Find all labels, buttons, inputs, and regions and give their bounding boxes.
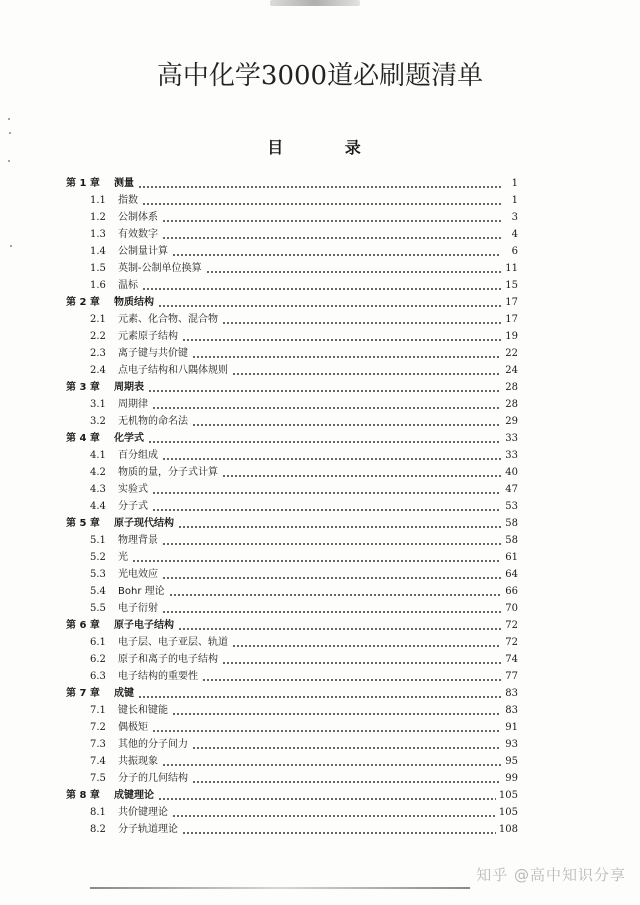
toc-entry-title: 无机物的命名法: [118, 416, 188, 427]
toc-chapter-row[interactable]: [66, 294, 518, 311]
toc-section-row[interactable]: [66, 413, 518, 430]
toc-entry-title: 成键理论: [114, 790, 154, 801]
toc-entry-number: 4.2: [90, 467, 106, 478]
toc-entry-title: 电子衍射: [118, 603, 158, 614]
toc-page-number: 91: [505, 722, 518, 733]
toc-page-number: 17: [505, 314, 518, 325]
toc-section-row[interactable]: [66, 396, 518, 413]
toc-page-number: 40: [505, 467, 518, 478]
toc-entry-title: 原子电子结构: [114, 620, 174, 631]
toc-section-row[interactable]: [66, 634, 518, 651]
toc-section-row[interactable]: [66, 668, 518, 685]
toc-entry-number: 5.2: [90, 552, 106, 563]
toc-page-number: 72: [505, 637, 518, 648]
dot-leader: [152, 407, 501, 409]
dot-leader: [192, 424, 501, 426]
toc-entry-title: 原子和离子的电子结构: [118, 654, 218, 665]
dot-leader: [232, 645, 501, 647]
toc-entry-number: 1.4: [90, 246, 106, 257]
dot-leader: [192, 356, 501, 358]
toc-entry-title: 指数: [118, 195, 138, 206]
toc-section-row[interactable]: [66, 821, 518, 838]
toc-entry-number: 2.3: [90, 348, 106, 359]
toc-section-row[interactable]: [66, 447, 518, 464]
toc-section-row[interactable]: [66, 226, 518, 243]
toc-section-row[interactable]: [66, 260, 518, 277]
toc-page-number: 6: [511, 246, 518, 257]
toc-entry-number: 8.1: [90, 807, 106, 818]
toc-entry-title: 物质结构: [114, 297, 154, 308]
toc-entry-number: 第 1 章: [66, 178, 100, 189]
toc-entry-number: 3.2: [90, 416, 106, 427]
toc-page-number: 33: [505, 450, 518, 461]
toc-entry-title: 化学式: [114, 433, 144, 444]
dot-leader: [178, 628, 501, 630]
toc-page-number: 15: [505, 280, 518, 291]
toc-entry-number: 1.5: [90, 263, 106, 274]
toc-entry-number: 1.3: [90, 229, 106, 240]
toc-page-number: 83: [505, 688, 518, 699]
dot-leader: [148, 441, 501, 443]
toc-entry-number: 7.5: [90, 773, 106, 784]
toc-page-number: 28: [505, 382, 518, 393]
toc-page-number: 4: [511, 229, 518, 240]
toc-entry-number: 1.1: [90, 195, 106, 206]
toc-entry-number: 5.5: [90, 603, 106, 614]
dot-leader: [182, 832, 496, 834]
toc-entry-number: 5.3: [90, 569, 106, 580]
scan-smudge: [270, 0, 360, 6]
toc-entry-title: 百分组成: [118, 450, 158, 461]
dot-leader: [132, 560, 501, 562]
toc-entry-number: 2.2: [90, 331, 106, 342]
toc-page-number: 1: [511, 195, 518, 206]
toc-entry-number: 3.1: [90, 399, 106, 410]
toc-entry-number: 2.1: [90, 314, 106, 325]
toc-page-number: 28: [505, 399, 518, 410]
toc-entry-number: 7.2: [90, 722, 106, 733]
toc-entry-number: 第 4 章: [66, 433, 100, 444]
dot-leader: [138, 186, 501, 188]
toc-entry-title: 其他的分子间力: [118, 739, 188, 750]
toc-entry-title: 公制体系: [118, 212, 158, 223]
toc-page-number: 11: [505, 263, 518, 274]
toc-page-number: 58: [505, 518, 518, 529]
toc-section-row[interactable]: [66, 566, 518, 583]
toc-entry-number: 5.1: [90, 535, 106, 546]
toc-entry-number: 6.3: [90, 671, 106, 682]
dot-leader: [169, 594, 501, 596]
toc-entry-number: 4.1: [90, 450, 106, 461]
toc-page-number: 77: [505, 671, 518, 682]
scan-bottom-edge: [90, 887, 470, 889]
dot-leader: [162, 764, 501, 766]
table-of-contents: [66, 175, 518, 838]
dot-leader: [222, 322, 501, 324]
dot-leader: [162, 458, 501, 460]
toc-entry-title: 物质的量，分子式计算: [118, 467, 218, 478]
dot-leader: [222, 475, 501, 477]
toc-page-number: 47: [505, 484, 518, 495]
toc-entry-number: 4.4: [90, 501, 106, 512]
toc-page-number: 17: [505, 297, 518, 308]
toc-section-row[interactable]: [66, 736, 518, 753]
toc-section-row[interactable]: [66, 532, 518, 549]
toc-entry-title: 共价键理论: [118, 807, 168, 818]
dot-leader: [192, 781, 501, 783]
toc-section-row[interactable]: [66, 719, 518, 736]
toc-page-number: 64: [505, 569, 518, 580]
toc-entry-title: 有效数字: [118, 229, 158, 240]
toc-page-number: 58: [505, 535, 518, 546]
dot-leader: [162, 611, 501, 613]
toc-page-number: 66: [505, 586, 518, 597]
dot-leader: [206, 271, 501, 273]
toc-chapter-row[interactable]: [66, 787, 518, 804]
toc-page-number: 93: [505, 739, 518, 750]
dot-leader: [192, 747, 501, 749]
toc-section-row[interactable]: [66, 328, 518, 345]
toc-section-row[interactable]: [66, 464, 518, 481]
toc-entry-title: 偶极矩: [118, 722, 148, 733]
toc-section-row[interactable]: [66, 549, 518, 566]
toc-entry-number: 5.4: [90, 586, 106, 597]
toc-entry-title: 分子式: [118, 501, 148, 512]
toc-page-number: 53: [505, 501, 518, 512]
toc-entry-title: 原子现代结构: [114, 518, 174, 529]
toc-entry-title: 元素原子结构: [118, 331, 178, 342]
toc-entry-title: 电子层、电子亚层、轨道: [118, 637, 228, 648]
toc-section-row[interactable]: [66, 804, 518, 821]
document-title: 高中化学3000道必刷题清单: [156, 61, 484, 91]
toc-entry-title: 测量: [114, 178, 134, 189]
toc-page-number: 74: [505, 654, 518, 665]
toc-section-row[interactable]: [66, 481, 518, 498]
dot-leader: [172, 254, 501, 256]
toc-entry-title: 分子轨道理论: [118, 824, 178, 835]
toc-entry-title: 物理背景: [118, 535, 158, 546]
toc-entry-title: 共振现象: [118, 756, 158, 767]
dot-leader: [178, 526, 501, 528]
toc-entry-title: 键长和键能: [118, 705, 168, 716]
dot-leader: [158, 798, 496, 800]
toc-entry-title: 点电子结构和八隅体规则: [118, 365, 228, 376]
toc-entry-title: 公制量计算: [118, 246, 168, 257]
dot-leader: [138, 696, 501, 698]
toc-page-number: 33: [505, 433, 518, 444]
toc-entry-title: 分子的几何结构: [118, 773, 188, 784]
toc-entry-number: 6.2: [90, 654, 106, 665]
toc-entry-number: 第 6 章: [66, 620, 100, 631]
toc-entry-title: 离子键与共价键: [118, 348, 188, 359]
toc-page-number: 70: [505, 603, 518, 614]
toc-entry-number: 7.1: [90, 705, 106, 716]
toc-section-row[interactable]: [66, 600, 518, 617]
toc-page-number: 83: [505, 705, 518, 716]
toc-entry-number: 第 8 章: [66, 790, 100, 801]
toc-page-number: 95: [505, 756, 518, 767]
toc-entry-title: 周期律: [118, 399, 148, 410]
toc-section-row[interactable]: [66, 583, 518, 600]
toc-entry-title: 元素、化合物、混合物: [118, 314, 218, 325]
dot-leader: [142, 288, 501, 290]
toc-entry-title: 实验式: [118, 484, 148, 495]
toc-page-number: 105: [498, 790, 518, 801]
dot-leader: [162, 237, 501, 239]
dot-leader: [172, 815, 496, 817]
toc-entry-number: 第 3 章: [66, 382, 100, 393]
toc-page-number: 29: [505, 416, 518, 427]
toc-section-row[interactable]: [66, 209, 518, 226]
dot-leader: [152, 492, 501, 494]
toc-section-row[interactable]: [66, 345, 518, 362]
toc-entry-number: 7.3: [90, 739, 106, 750]
toc-section-row[interactable]: [66, 651, 518, 668]
toc-page-number: 99: [505, 773, 518, 784]
toc-chapter-row[interactable]: [66, 430, 518, 447]
toc-page-number: 72: [505, 620, 518, 631]
toc-entry-number: 7.4: [90, 756, 106, 767]
toc-section-row[interactable]: [66, 192, 518, 209]
dot-leader: [222, 662, 501, 664]
toc-chapter-row[interactable]: [66, 685, 518, 702]
toc-entry-title: 成键: [114, 688, 134, 699]
dot-leader: [152, 509, 501, 511]
dot-leader: [232, 373, 501, 375]
toc-section-row[interactable]: [66, 243, 518, 260]
toc-entry-number: 2.4: [90, 365, 106, 376]
toc-entry-title: 电子结构的重要性: [118, 671, 198, 682]
toc-entry-title: 温标: [118, 280, 138, 291]
toc-section-row[interactable]: [66, 277, 518, 294]
toc-section-row[interactable]: [66, 311, 518, 328]
toc-page-number: 19: [505, 331, 518, 342]
dot-leader: [162, 220, 501, 222]
toc-page-number: 3: [511, 212, 518, 223]
toc-heading: 目 录: [267, 138, 389, 157]
toc-entry-number: 第 5 章: [66, 518, 100, 529]
toc-chapter-row[interactable]: [66, 617, 518, 634]
toc-chapter-row[interactable]: [66, 175, 518, 192]
dot-leader: [162, 543, 501, 545]
toc-entry-title: Bohr 理论: [118, 586, 165, 597]
dot-leader: [172, 713, 501, 715]
toc-section-row[interactable]: [66, 770, 518, 787]
toc-entry-title: 光电效应: [118, 569, 158, 580]
toc-page-number: 108: [498, 824, 518, 835]
toc-entry-number: 4.3: [90, 484, 106, 495]
toc-entry-title: 光: [118, 552, 128, 563]
toc-section-row[interactable]: [66, 362, 518, 379]
toc-page-number: 22: [505, 348, 518, 359]
dot-leader: [182, 339, 501, 341]
toc-entry-number: 第 2 章: [66, 297, 100, 308]
dot-leader: [202, 679, 501, 681]
watermark: 知乎 @高中知识分享: [476, 866, 626, 884]
toc-page-number: 61: [505, 552, 518, 563]
dot-leader: [162, 577, 501, 579]
dot-leader: [152, 730, 501, 732]
toc-page-number: 1: [511, 178, 518, 189]
toc-page-number: 105: [498, 807, 518, 818]
toc-entry-title: 周期表: [114, 382, 144, 393]
toc-entry-number: 1.2: [90, 212, 106, 223]
toc-entry-number: 6.1: [90, 637, 106, 648]
toc-chapter-row[interactable]: [66, 515, 518, 532]
toc-entry-number: 1.6: [90, 280, 106, 291]
dot-leader: [158, 305, 501, 307]
toc-entry-number: 8.2: [90, 824, 106, 835]
toc-entry-title: 英制-公制单位换算: [118, 263, 202, 274]
toc-chapter-row[interactable]: [66, 379, 518, 396]
toc-entry-number: 第 7 章: [66, 688, 100, 699]
dot-leader: [148, 390, 501, 392]
toc-section-row[interactable]: [66, 498, 518, 515]
dot-leader: [142, 203, 501, 205]
toc-page-number: 24: [505, 365, 518, 376]
toc-section-row[interactable]: [66, 702, 518, 719]
toc-section-row[interactable]: [66, 753, 518, 770]
